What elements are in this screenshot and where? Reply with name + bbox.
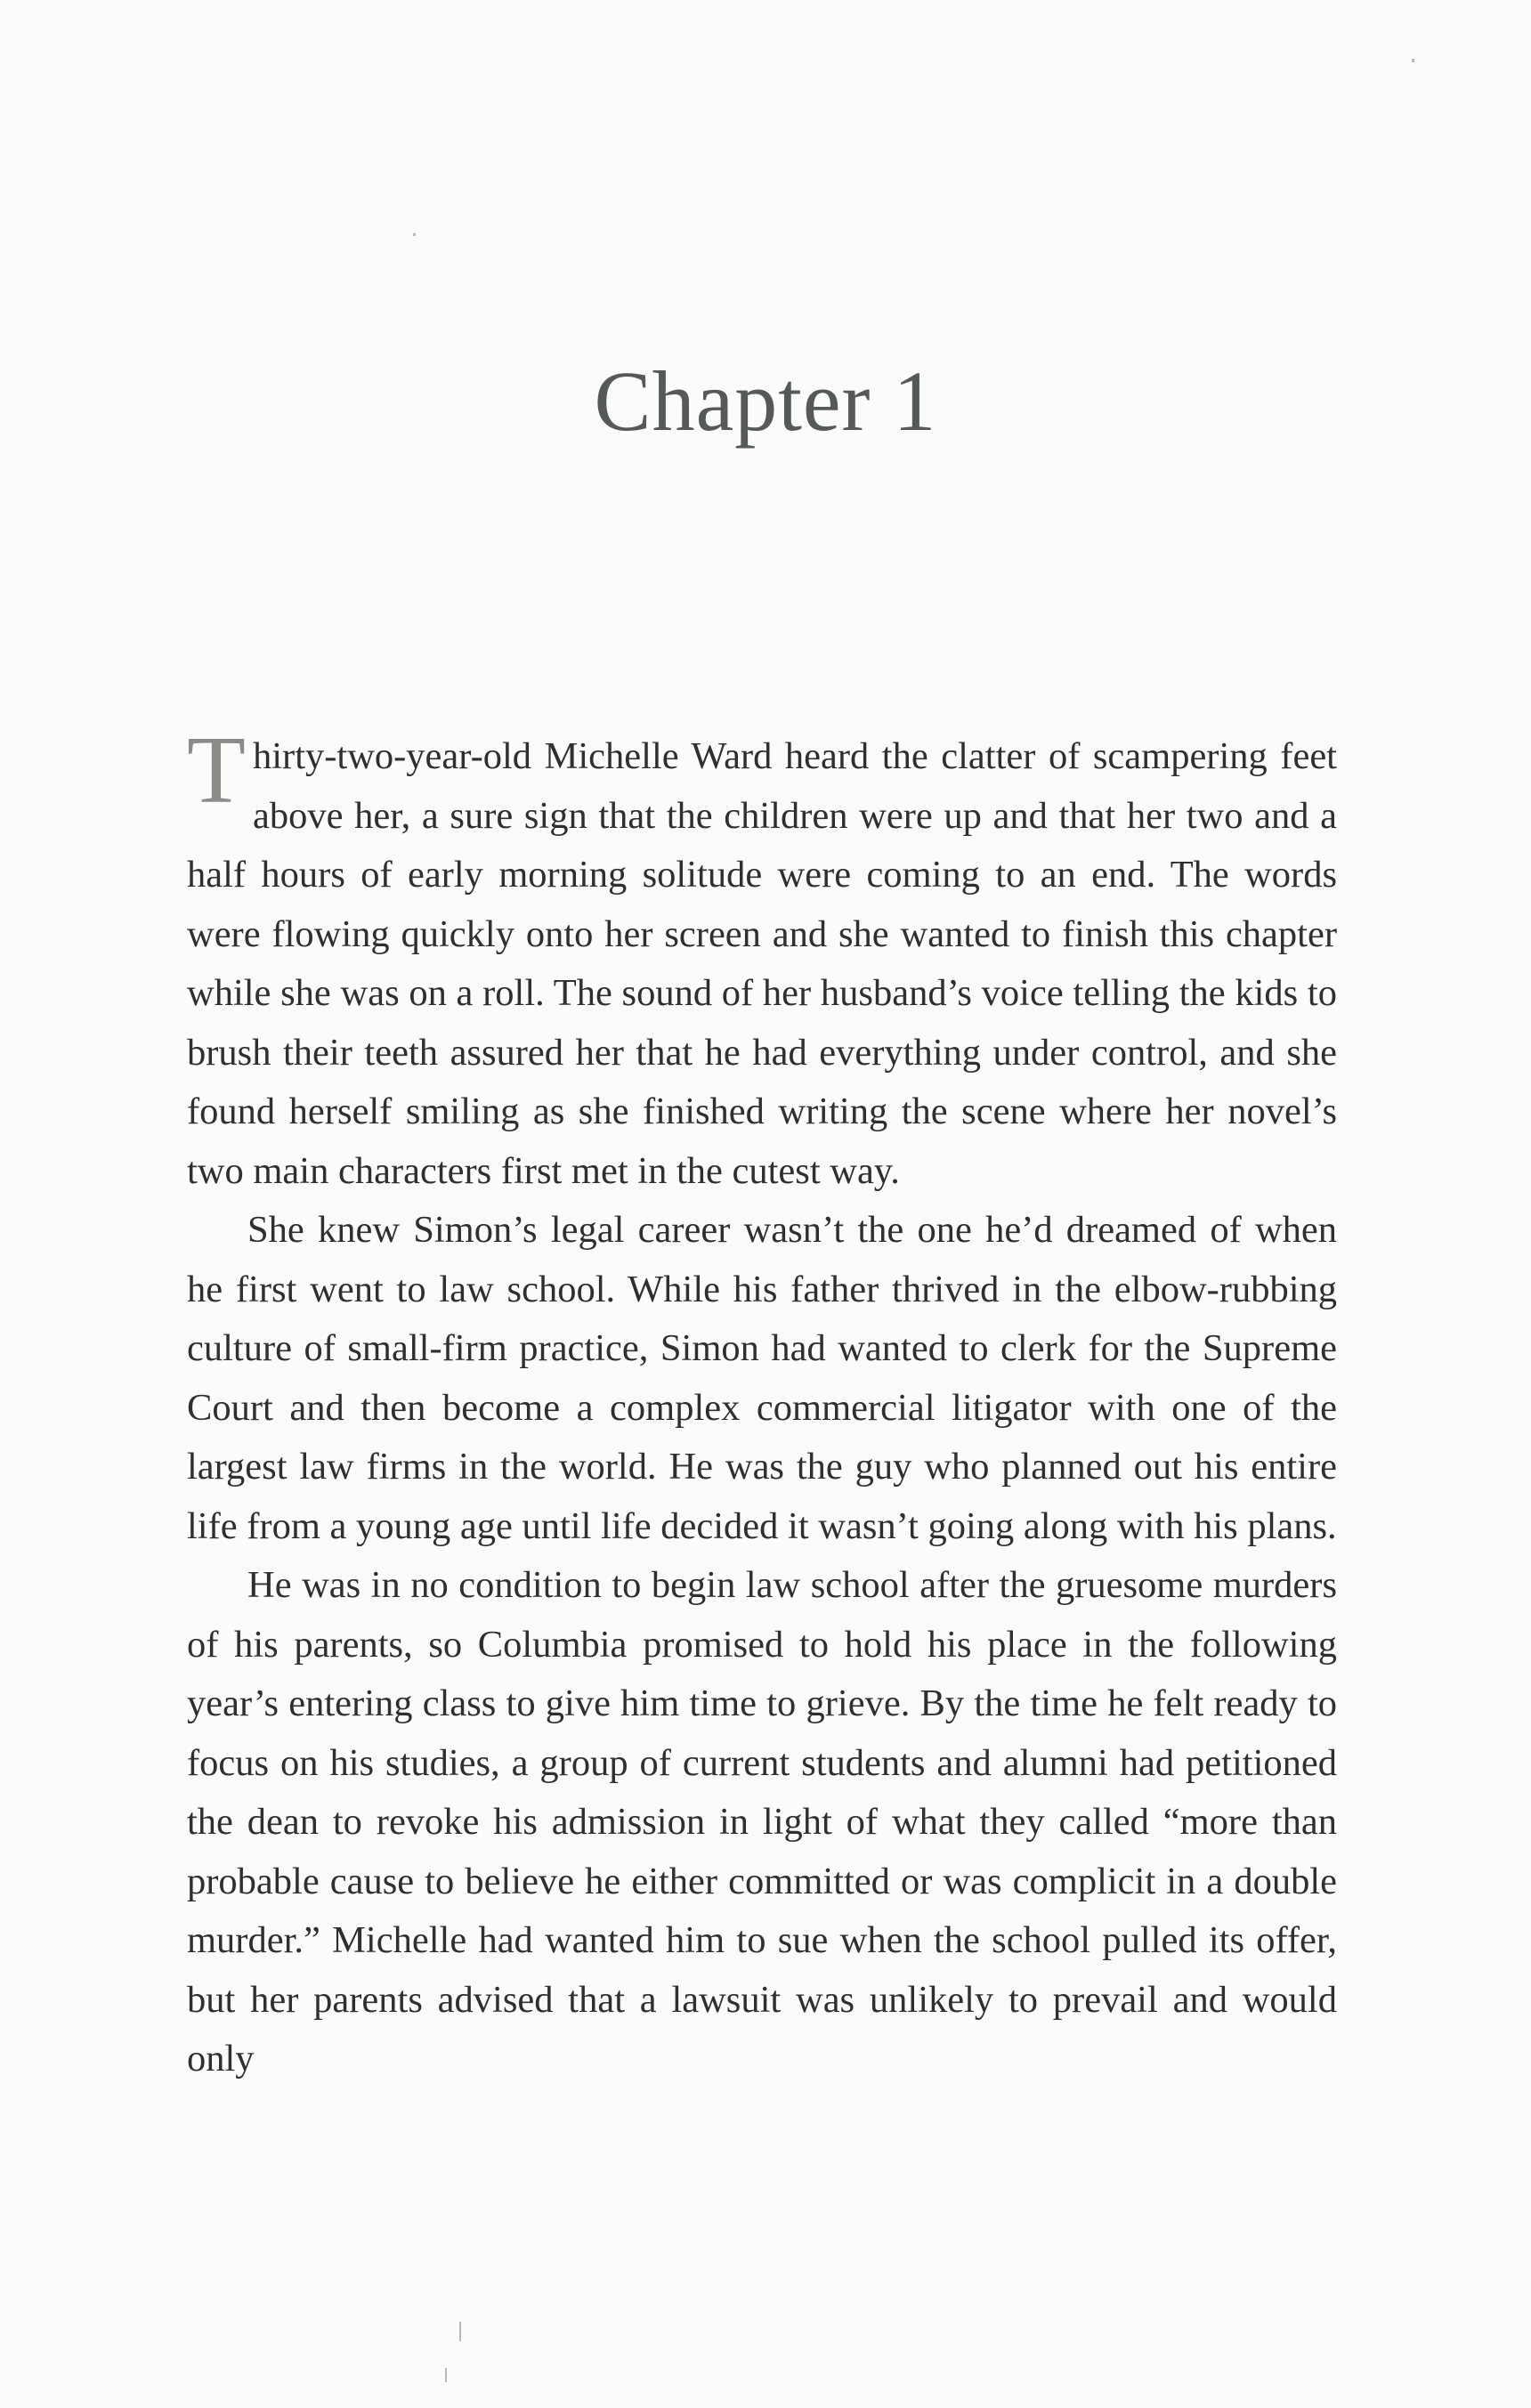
scan-speck — [413, 233, 416, 236]
chapter-title: Chapter 1 — [594, 353, 937, 449]
scan-speck — [1412, 59, 1414, 62]
paragraph-2: She knew Simon’s legal career wasn’t the one he’d dreamed of when he first went to law school. While his father thrived in the elbow-rubbing culture of small-firm practice, Simon had wanted to clerk for the Supreme Court and then become a complex commercial litigator with one of the largest law firms in the world. He was the guy who planned out his entire life from a young age until life decided it wasn’t going along with his plans. — [187, 1209, 1337, 1547]
paragraph-1-text: hirty-two-year-old Michelle Ward heard the clatter of scampering feet above her, a sure sign that the children were up and that her two and a half hours of early morning solitude were coming to an end. The words were flowing quickly onto her screen and she wanted to finish this chapter while she was on a roll. The sound of her husband’s voice telling the kids to brush their teeth assured her that he had everything under control, and she found herself smiling as she finished writing the scene where her novel’s two main characters first met in the cutest way. — [187, 735, 1337, 1192]
scan-speck — [459, 2322, 461, 2341]
scan-speck — [445, 2368, 447, 2382]
paragraph-3: He was in no condition to begin law school after the gruesome murders of his parents, so Columbia promised to hold his place in the following year’s entering class to give him time to grieve. By the time he felt ready to focus on his studies, a group of current students and alumni had petitioned the dean to revoke his admission in light of what they called “more than probable cause to believe he either committed or was complicit in a double murder.” Michelle had wanted him to sue when the school pulled its offer, but her parents advised that a lawsuit was unlikely to prevail and would only — [187, 1564, 1337, 2080]
drop-cap: T — [187, 718, 246, 823]
paragraph-1 — [187, 718, 1337, 1201]
chapter-body — [187, 718, 1337, 2089]
